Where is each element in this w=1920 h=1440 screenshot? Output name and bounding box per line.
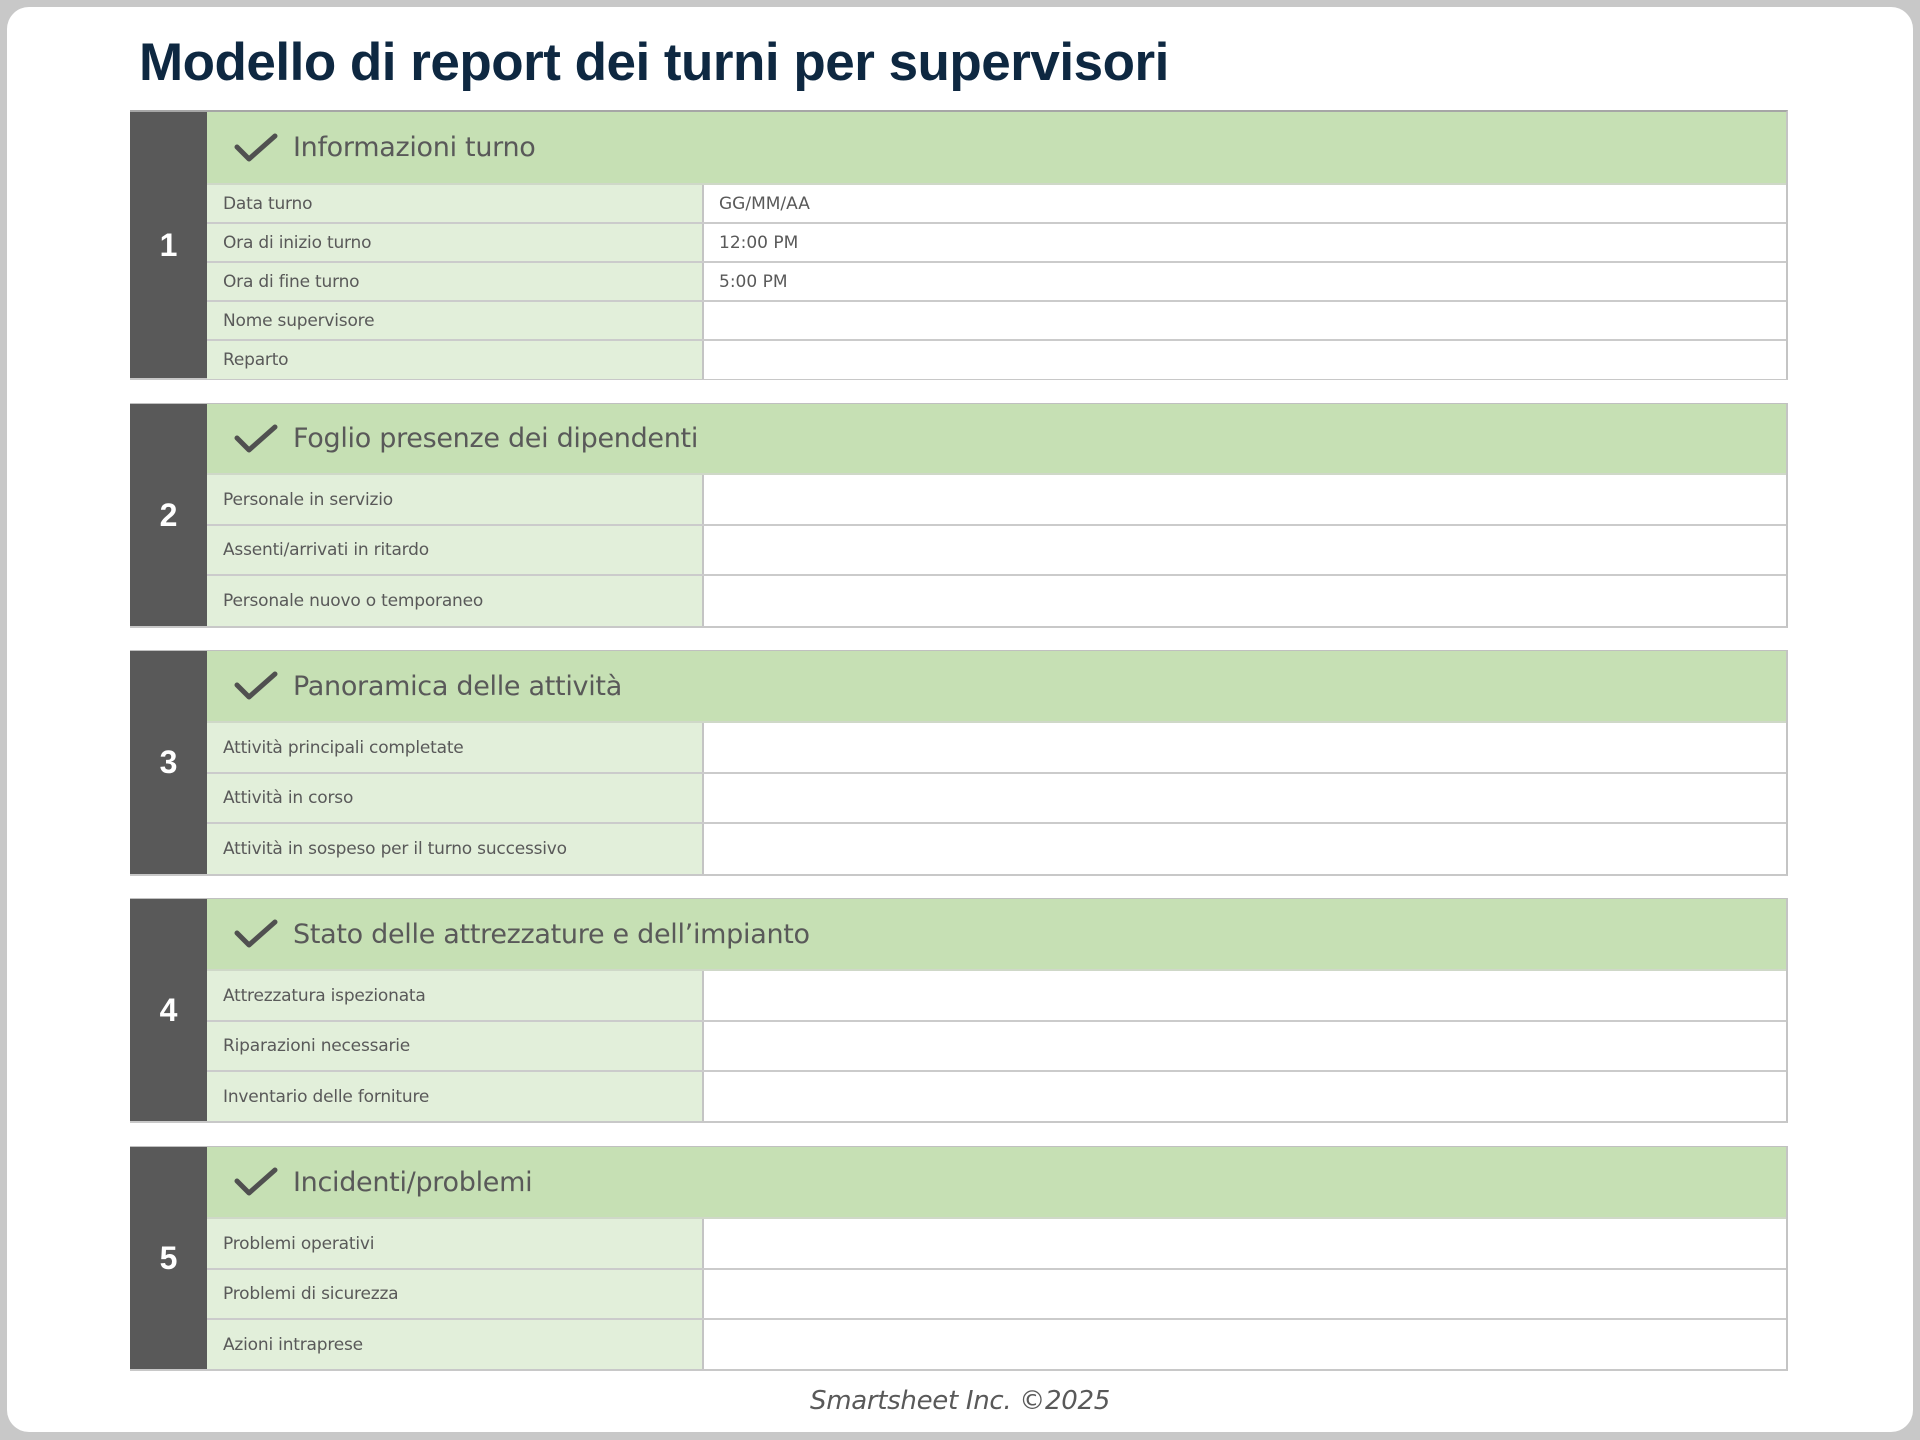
checkmark-icon	[233, 423, 279, 455]
section-title: Panoramica delle attività	[293, 670, 622, 702]
safety-issues-field[interactable]	[704, 1270, 1786, 1318]
footer-copyright: Smartsheet Inc. ©2025	[810, 1386, 1110, 1416]
table-row	[207, 1219, 1786, 1270]
page-title: Modello di report dei turni per supervisori	[139, 33, 1169, 92]
shift-start-field[interactable]: 12:00 PM	[704, 224, 1786, 261]
equipment-inspected-field[interactable]	[704, 971, 1786, 1020]
field-label: Personale in servizio	[207, 475, 704, 524]
section-title: Foglio presenze dei dipendenti	[293, 423, 699, 454]
table-row	[207, 723, 1786, 774]
field-label: Azioni intraprese	[207, 1320, 704, 1369]
table-row	[207, 824, 1786, 874]
table-row	[207, 302, 1786, 341]
field-label: Ora di fine turno	[207, 263, 704, 300]
checkmark-icon	[233, 918, 279, 950]
section-shift-info	[130, 110, 1788, 380]
table-row	[207, 971, 1786, 1022]
checkmark-icon	[233, 1166, 279, 1198]
section-title: Incidenti/problemi	[293, 1166, 533, 1198]
field-label: Attrezzatura ispezionata	[207, 971, 704, 1020]
department-field[interactable]	[704, 341, 1786, 379]
table-row	[207, 475, 1786, 526]
section-number: 4	[130, 899, 207, 1121]
table-row	[207, 774, 1786, 824]
field-label: Attività principali completate	[207, 723, 704, 772]
section-number: 3	[130, 651, 207, 874]
section-number: 2	[130, 404, 207, 626]
new-temp-staff-field[interactable]	[704, 576, 1786, 626]
section-header	[207, 112, 1786, 185]
field-label: Inventario delle forniture	[207, 1072, 704, 1121]
operational-issues-field[interactable]	[704, 1219, 1786, 1268]
checkmark-icon	[233, 670, 279, 702]
section-incidents	[130, 1146, 1788, 1371]
table-row	[207, 1270, 1786, 1320]
section-equipment	[130, 898, 1788, 1123]
absent-late-field[interactable]	[704, 526, 1786, 574]
table-row	[207, 576, 1786, 626]
table-row	[207, 224, 1786, 263]
ongoing-activities-field[interactable]	[704, 774, 1786, 822]
section-header	[207, 651, 1786, 723]
field-label: Assenti/arrivati in ritardo	[207, 526, 704, 574]
field-label: Personale nuovo o temporaneo	[207, 576, 704, 626]
section-title: Stato delle attrezzature e dell’impianto	[293, 918, 810, 950]
field-label: Problemi di sicurezza	[207, 1270, 704, 1318]
field-label: Riparazioni necessarie	[207, 1022, 704, 1070]
field-label: Attività in corso	[207, 774, 704, 822]
table-row	[207, 1022, 1786, 1072]
repairs-needed-field[interactable]	[704, 1022, 1786, 1070]
actions-taken-field[interactable]	[704, 1320, 1786, 1369]
section-activities	[130, 650, 1788, 876]
section-attendance	[130, 403, 1788, 628]
table-row	[207, 341, 1786, 379]
shift-date-field[interactable]: GG/MM/AA	[704, 185, 1786, 222]
table-row	[207, 185, 1786, 224]
table-row	[207, 1320, 1786, 1369]
field-label: Attività in sospeso per il turno successivo	[207, 824, 704, 874]
section-header	[207, 404, 1786, 475]
checkmark-icon	[233, 132, 279, 164]
field-label: Problemi operativi	[207, 1219, 704, 1268]
field-label: Ora di inizio turno	[207, 224, 704, 261]
shift-end-field[interactable]: 5:00 PM	[704, 263, 1786, 300]
table-row	[207, 526, 1786, 576]
completed-activities-field[interactable]	[704, 723, 1786, 772]
section-title: Informazioni turno	[293, 132, 536, 163]
supervisor-name-field[interactable]	[704, 302, 1786, 339]
section-number: 1	[130, 112, 207, 378]
pending-activities-field[interactable]	[704, 824, 1786, 874]
field-label: Nome supervisore	[207, 302, 704, 339]
field-label: Data turno	[207, 185, 704, 222]
section-header	[207, 1147, 1786, 1219]
section-number: 5	[130, 1147, 207, 1369]
staff-on-duty-field[interactable]	[704, 475, 1786, 524]
section-header	[207, 899, 1786, 971]
table-row	[207, 263, 1786, 302]
field-label: Reparto	[207, 341, 704, 379]
supplies-inventory-field[interactable]	[704, 1072, 1786, 1121]
table-row	[207, 1072, 1786, 1121]
